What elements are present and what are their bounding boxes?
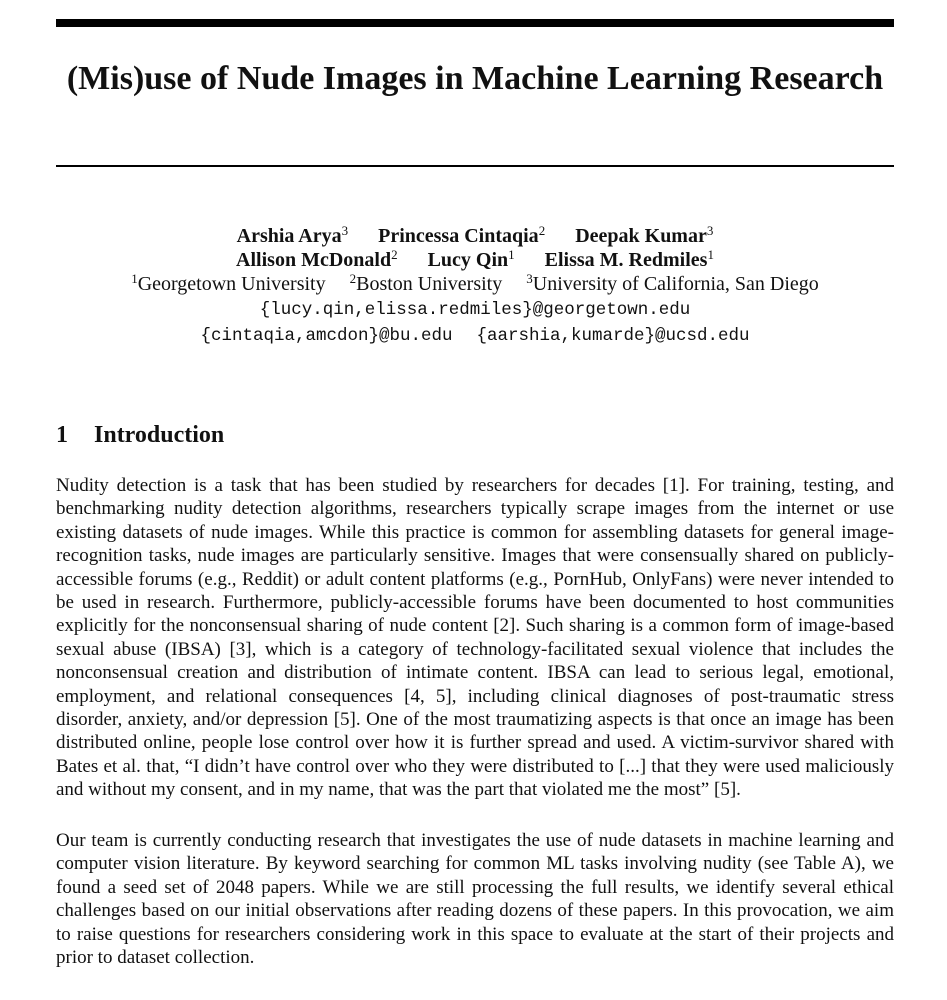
email-row-2	[56, 322, 894, 348]
affiliation-number: 3	[526, 271, 533, 286]
author-affiliation-mark: 2	[391, 247, 398, 262]
author-name: Elissa M. Redmiles	[544, 249, 708, 271]
author-affiliation-mark: 1	[707, 247, 714, 262]
body-paragraph: Nudity detection is a task that has been studied by researchers for decades [1]. For training, testing, and benchmarking nudity detection algorithms, researchers typically scrape images from the internet or use existing datasets of nude images. While this practice is common for assembling datasets for general image-recognition tasks, nude images are particularly sensitive. Images that were consensually shared on publicly-accessible forums (e.g., Reddit) or adult content platforms (e.g., PornHub, OnlyFans) were never intended to be used in research. Furthermore, publicly-accessible forums have been documented to host communities explicitly for the nonconsensual sharing of nude content [2]. Such sharing is a common form of image-based sexual abuse (IBSA) [3], which is a category of technology-facilitated sexual violence that includes the nonconsensual creation and distribution of intimate content. IBSA can lead to serious legal, emotional, employment, and relational consequences [4, 5], including clinical diagnoses of post-traumatic stress disorder, anxiety, and/or depression [5]. One of the most traumatizing aspects is that once an image has been distributed online, people lose control over how it is further spread and used. A victim-survivor shared with Bates et al. that, “I didn’t have control over who they were distributed to [...] that they were used maliciously and without my consent, and in my name, that was the part that violated me the most” [5].	[56, 475, 894, 801]
paper-title: (Mis)use of Nude Images in Machine Learning Research	[66, 60, 884, 97]
author-name: Princessa Cintaqia	[378, 225, 539, 247]
affiliation-name: Georgetown University	[137, 273, 326, 295]
section-title: Introduction	[94, 422, 225, 448]
title-bottom-rule	[56, 165, 894, 167]
author-affiliation-mark: 3	[706, 223, 714, 238]
author-name: Allison McDonald	[236, 249, 392, 271]
affiliations-row	[56, 272, 894, 296]
email-bu: {cintaqia,amcdon}@bu.edu	[200, 326, 453, 346]
author-row-2	[56, 248, 894, 272]
email-georgetown: {lucy.qin,elissa.redmiles}@georgetown.edu	[259, 300, 691, 320]
title-top-rule	[56, 19, 894, 27]
author-affiliation-mark: 1	[508, 247, 515, 262]
affiliation-number: 1	[131, 271, 138, 286]
section-heading	[56, 420, 224, 450]
email-ucsd: {aarshia,kumarde}@ucsd.edu	[476, 326, 750, 346]
author-row-1	[56, 224, 894, 248]
affiliation-number: 2	[349, 271, 357, 286]
body-paragraph: Our team is currently conducting research that investigates the use of nude datasets in machine learning and computer vision literature. By keyword searching for common ML tasks involving nudity (see Table A), we found a seed set of 2048 papers. While we are still processing the full results, we identify several ethical challenges based on our initial observations after reading dozens of these papers. In this provocation, we aim to raise questions for researchers considering work in this space to evaluate at the start of their projects and prior to dataset collection.	[56, 830, 894, 969]
author-block	[56, 224, 894, 348]
author-affiliation-mark: 3	[341, 223, 349, 238]
affiliation-name: Boston University	[356, 273, 503, 295]
author-name: Lucy Qin	[427, 249, 509, 271]
author-name: Arshia Arya	[236, 225, 342, 247]
email-row-1	[56, 296, 894, 322]
affiliation-name: University of California, San Diego	[532, 273, 819, 295]
section-number: 1	[56, 422, 68, 448]
author-name: Deepak Kumar	[575, 225, 707, 247]
author-affiliation-mark: 2	[538, 223, 546, 238]
